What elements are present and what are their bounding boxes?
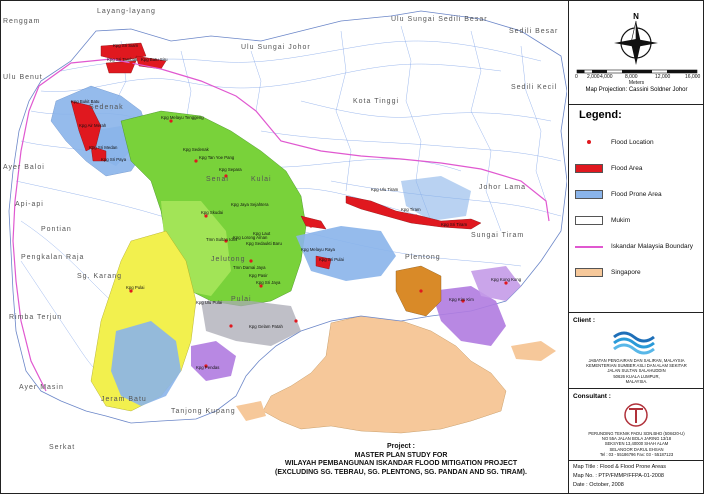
address-line: SEKSYEN 13,40000 SHAH ALAM bbox=[604, 441, 669, 447]
projection-text: Map Projection: Cassini Soldner Johor bbox=[585, 87, 688, 93]
scale-tick-label: 0 bbox=[575, 74, 578, 80]
region-label: Kota Tinggi bbox=[353, 98, 400, 105]
region-label: Kulai bbox=[251, 176, 272, 183]
region-label: Jelutong bbox=[211, 256, 246, 263]
map-title-row bbox=[573, 464, 666, 470]
legend-label: Flood Prone Area bbox=[611, 190, 662, 198]
place-label: Kpg Sri Medan bbox=[89, 145, 118, 150]
region-label: Sungai Tiram bbox=[471, 232, 525, 239]
client-address bbox=[571, 358, 702, 384]
place-label: Tmn Sultan Idris bbox=[206, 237, 238, 242]
region-label: Rimba Terjun bbox=[9, 314, 63, 321]
project-line-2: WILAYAH PEMBANGUNAN ISKANDAR FLOOD MITIGATION PROJECT bbox=[284, 460, 518, 468]
place-label: Kpg Kong Kong bbox=[491, 277, 522, 282]
info-panel bbox=[568, 1, 704, 493]
legend-label: Flood Location bbox=[611, 138, 654, 146]
region-label: Ulu Sungai Johor bbox=[241, 44, 311, 51]
project-line-1: MASTER PLAN STUDY FOR bbox=[354, 451, 448, 459]
region-label: Senai bbox=[206, 176, 229, 183]
project-heading: Project : bbox=[386, 443, 415, 450]
jps-logo-icon bbox=[569, 327, 704, 357]
address-line: NO 55A JALAN BOLA JARING 13/18 bbox=[601, 436, 672, 442]
map-title-value: Flood & Flood Prone Areas bbox=[599, 464, 666, 470]
address-line: JABATAN PENGAIRAN DAN SALIRAN, MALAYSIA bbox=[588, 358, 685, 363]
legend-swatch bbox=[575, 190, 603, 199]
legend-swatch bbox=[575, 164, 603, 173]
legend-swatch bbox=[575, 242, 603, 251]
legend-label: Iskandar Malaysia Boundary bbox=[611, 242, 694, 250]
project-line-3: (EXCLUDING SG. TEBRAU, SG. PLENTONG, SG. PANDAN AND SG. TIRAM). bbox=[275, 468, 527, 476]
legend-title: Legend: bbox=[579, 109, 622, 121]
client-section bbox=[569, 313, 704, 389]
scale-tick-label: 2,000 bbox=[587, 74, 600, 80]
place-label: Kpg Ulu Tiram bbox=[371, 187, 399, 192]
place-label: Kpg Ulu Pulai bbox=[196, 300, 223, 305]
project-title-block bbox=[241, 443, 561, 477]
place-label: Kpg Melayu Raya bbox=[301, 247, 335, 252]
place-label: Kpg Gelam Patah bbox=[249, 324, 283, 329]
region-label: Tanjong Kupang bbox=[171, 408, 236, 415]
region-label: Layang-layang bbox=[97, 8, 156, 15]
consultant-section bbox=[569, 389, 704, 461]
consultant-title: Consultant : bbox=[573, 393, 611, 400]
legend-label: Singapore bbox=[611, 268, 641, 276]
legend-label: Mukim bbox=[611, 216, 631, 224]
place-label: Kpg Sri Tiram bbox=[441, 222, 468, 227]
legend-item bbox=[575, 135, 654, 149]
place-label: Kpg Melayu Tenggeng bbox=[161, 115, 204, 120]
region-label: Pontian bbox=[41, 226, 72, 233]
map-no-row bbox=[573, 473, 664, 479]
legend-item bbox=[575, 161, 642, 175]
map-no-value: PTP/FMMP/FFPA-01-2008 bbox=[598, 473, 664, 479]
legend-swatch bbox=[575, 216, 603, 225]
region-label: Sedenak bbox=[89, 104, 124, 111]
legend-item bbox=[575, 187, 662, 201]
date-row bbox=[573, 482, 624, 488]
legend-item bbox=[575, 265, 641, 279]
legend-swatch bbox=[575, 138, 603, 147]
region-label: Jeram Batu bbox=[101, 396, 147, 403]
place-label: Kpg Sri Tambak bbox=[107, 57, 138, 62]
north-label: N bbox=[633, 12, 639, 21]
region-label: Ulu Sungai Sedili Besar bbox=[391, 16, 488, 23]
address-line: JALAN SULTAN SALAHUDDIN bbox=[607, 368, 666, 374]
place-label: Kpg Sedaukti Baru bbox=[246, 241, 282, 246]
legend-item bbox=[575, 213, 630, 227]
scale-unit: Meters bbox=[628, 80, 645, 86]
scale-tick-label: 8,000 bbox=[625, 74, 638, 80]
north-scale-section bbox=[569, 1, 704, 105]
scale-tick-label: 12,000 bbox=[655, 74, 671, 80]
region-label: Plentong bbox=[405, 254, 441, 261]
region-label: Serkat bbox=[49, 444, 76, 451]
place-label: Kpg Sri Pulai bbox=[319, 257, 344, 262]
place-label: Kpg Tan Yoe Pang bbox=[199, 155, 235, 160]
region-label: Ayer Masin bbox=[19, 384, 64, 391]
place-label: Kpg Pasir bbox=[249, 273, 268, 278]
place-label: Kpg Lorong Aman bbox=[233, 235, 268, 240]
consultant-address bbox=[571, 431, 702, 457]
address-line: SELANGOR DARUL EHSAN bbox=[609, 446, 664, 452]
address-line: PERUNDING TEKNIK PADU SDN.BHD (508420-U) bbox=[588, 431, 685, 436]
place-label: Kpg Sri Jaya bbox=[256, 280, 281, 285]
scale-tick-label: 16,000 bbox=[685, 74, 701, 80]
map-info-section bbox=[569, 461, 704, 493]
client-title: Client : bbox=[573, 317, 596, 324]
place-label: Kpg Sri Siam bbox=[113, 43, 139, 48]
region-label: Ulu Benut bbox=[3, 74, 43, 81]
region-label: Pengkalan Raja bbox=[21, 254, 85, 261]
map-title-label: Map Title : bbox=[573, 464, 599, 470]
legend-swatch bbox=[575, 268, 603, 277]
place-label: Tmn Damai Jaya bbox=[233, 265, 266, 270]
place-label: Kpg Separa bbox=[219, 167, 242, 172]
place-label: Kpg Laut bbox=[253, 231, 271, 236]
place-label: Kpg Batu Siru bbox=[141, 57, 168, 62]
date-value: October, 2008 bbox=[589, 482, 624, 488]
place-label: Kpg Air Merah bbox=[79, 123, 107, 128]
place-label: Kpg Pendas bbox=[196, 365, 220, 370]
legend-label: Flood Area bbox=[611, 164, 643, 172]
place-label: Kpg Jaya Sejahtera bbox=[231, 202, 269, 207]
legend-section bbox=[569, 105, 704, 313]
place-label: Kpg Tiram bbox=[401, 207, 421, 212]
map-no-label: Map No. : bbox=[573, 473, 597, 479]
address-line: KEMENTERIAN SUMBER ASLI DAN ALAM SEKITAR bbox=[586, 363, 687, 369]
region-label: Johor Lama bbox=[479, 184, 526, 191]
region-label: Ayer Baloi bbox=[3, 164, 45, 171]
legend-item bbox=[575, 239, 693, 253]
date-label: Date : bbox=[573, 482, 588, 488]
place-label: Kpg Kim Kim bbox=[449, 297, 474, 302]
region-label: Sg. Karang bbox=[77, 273, 123, 280]
place-label: Kpg Pulai bbox=[126, 285, 145, 290]
region-label: Api-api bbox=[15, 201, 44, 208]
place-label: Kpg Sedenak bbox=[183, 147, 209, 152]
address-line: Tel : 03 - 55186796 Fax: 03 - 55187123 bbox=[599, 451, 674, 457]
place-label: Kpg Bukit Batu bbox=[71, 99, 100, 104]
region-label: Sedili Kecil bbox=[511, 84, 558, 91]
region-label: Pulai bbox=[231, 296, 252, 303]
flood-map bbox=[1, 1, 567, 493]
place-label: Kpg Sri Paya bbox=[101, 157, 127, 162]
scale-tick-label: 4,000 bbox=[600, 74, 613, 80]
address-line: 50626 KUALA LUMPUR, bbox=[613, 373, 660, 379]
consultant-logo-icon bbox=[569, 401, 704, 431]
region-label: Renggam bbox=[3, 18, 41, 25]
address-line: MALAYSIA. bbox=[625, 378, 648, 384]
place-label: Kpg Skudai bbox=[201, 210, 223, 215]
region-label: Sedili Besar bbox=[509, 28, 559, 35]
